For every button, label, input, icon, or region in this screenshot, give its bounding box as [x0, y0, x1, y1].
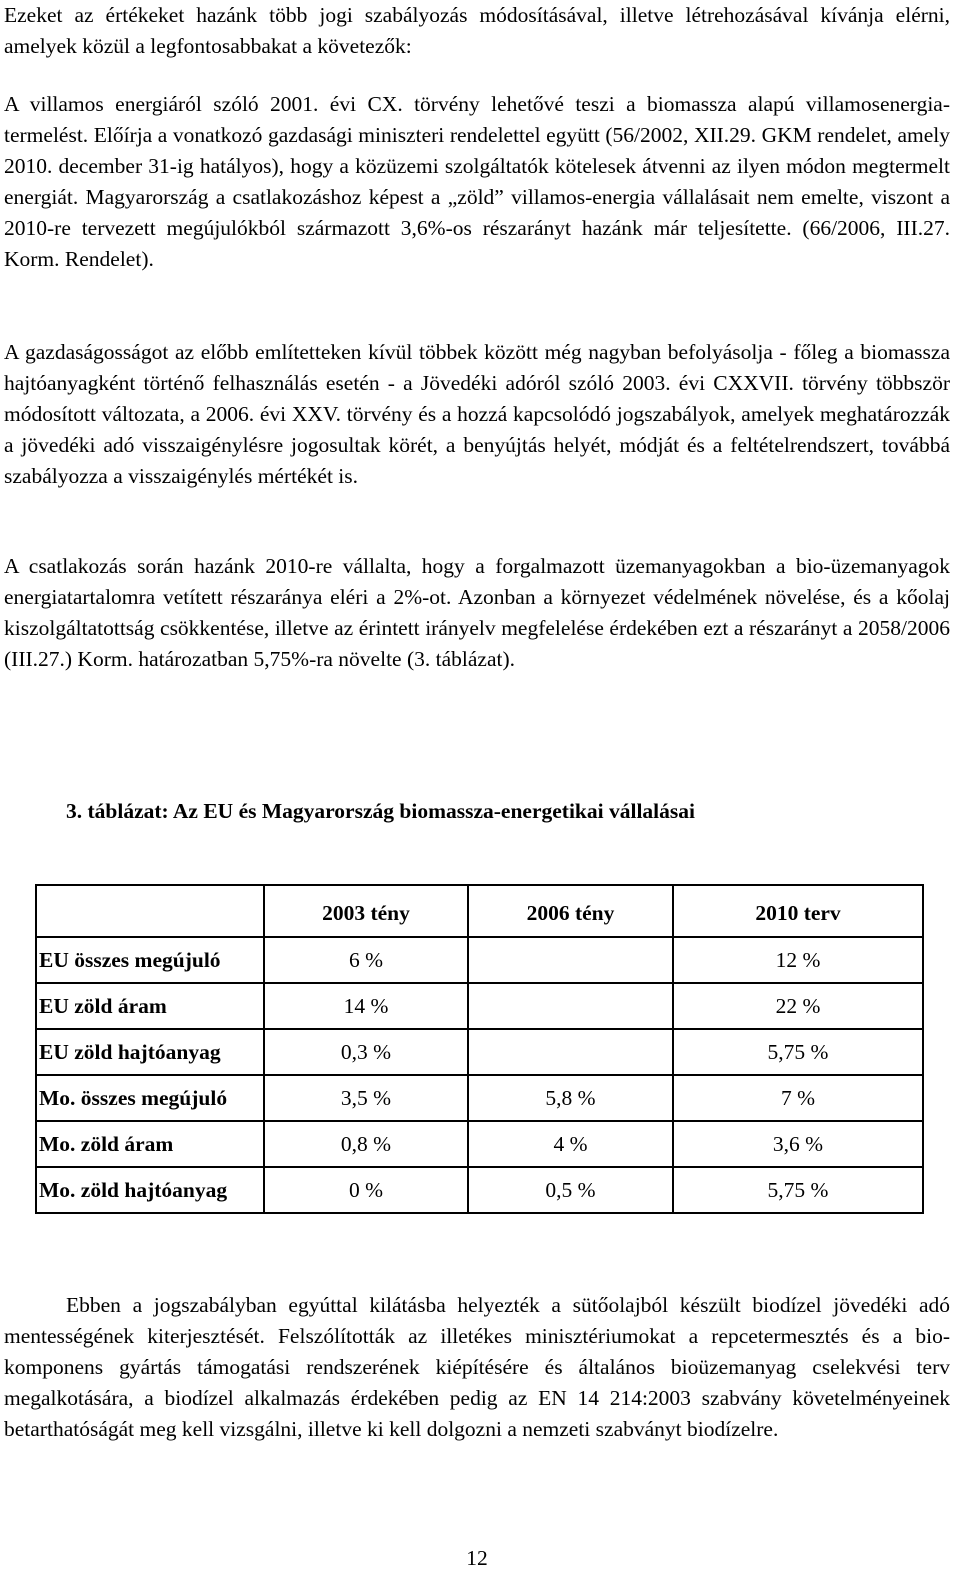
cell-2003: 0 %: [264, 1167, 468, 1213]
cell-2006: [468, 1029, 673, 1075]
row-label: EU zöld áram: [36, 983, 264, 1029]
cell-2010: 3,6 %: [673, 1121, 923, 1167]
table-row: [36, 1167, 923, 1213]
cell-2006: 5,8 %: [468, 1075, 673, 1121]
paragraph-intro: Ezeket az értékeket hazánk több jogi szabályozás módosításával, illetve létrehozásával kívánja elérni, amelyek közül a legfontosabbakat a követezők:: [4, 3, 950, 58]
row-label: EU zöld hajtóanyag: [36, 1029, 264, 1075]
page-number: 12: [466, 1546, 488, 1570]
cell-2006: [468, 937, 673, 983]
cell-2010: 5,75 %: [673, 1167, 923, 1213]
cell-2003: 0,8 %: [264, 1121, 468, 1167]
row-label: Mo. összes megújuló: [36, 1075, 264, 1121]
row-label: Mo. zöld hajtóanyag: [36, 1167, 264, 1213]
table-row: [36, 1029, 923, 1075]
table-row: [36, 983, 923, 1029]
cell-2010: 5,75 %: [673, 1029, 923, 1075]
paragraph-biofuel-commitment: A csatlakozás során hazánk 2010-re vállalta, hogy a forgalmazott üzemanyagokban a bio-üzemanyagok energiatartalomra vetített részaránya eléri a 2%-ot. Azonban a környezet védelmének növelése, és a kőolaj kiszolgáltatottság csökkentése, illetve az érintett irányelv megfelelése érdekében ezt a részarányt a 2058/2006 (III.27.) Korm. határozatban 5,75%-ra növelte (3. táblázat).: [4, 554, 950, 671]
table-header-row: [36, 885, 923, 937]
cell-2003: 0,3 %: [264, 1029, 468, 1075]
table-row: [36, 937, 923, 983]
cell-2003: 14 %: [264, 983, 468, 1029]
table-caption: 3. táblázat: Az EU és Magyarország biomassza-energetikai vállalásai: [66, 799, 695, 823]
commitments-table: [35, 884, 924, 1214]
paragraph-electricity-law: A villamos energiáról szóló 2001. évi CX. törvény lehetővé teszi a biomassza alapú villamosenergia-termelést. Előírja a vonatkozó gazdasági miniszteri rendelettel együtt (56/2002, XII.29. GKM rendelet, amely 2010. december 31-ig hatályos), hogy a közüzemi szolgáltatók kötelesek átvenni az ilyen módon megtermelt energiát. Magyarország a csatlakozáshoz képest a „zöld” villamos-energia vállalásait nem emelte, viszont a 2010-re tervezett megújulókból származott 3,6%-os részarányt hazánk már teljesítette. (66/2006, III.27. Korm. Rendelet).: [4, 92, 950, 271]
row-label: Mo. zöld áram: [36, 1121, 264, 1167]
header-cell-2003: 2003 tény: [264, 885, 468, 937]
table-row: [36, 1121, 923, 1167]
paragraph-excise-tax-law: A gazdaságosságot az előbb említetteken kívül többek között még nagyban befolyásolja - főleg a biomassza hajtóanyagként történő felhasználás esetén - a Jövedéki adóról szóló 2003. évi CXXVII. törvény többször módosított változata, a 2006. évi XXV. törvény és a hozzá kapcsolódó jogszabályok, amelyek meghatározzák a jövedéki adó visszaigénylésre jogosultak körét, a benyújtás helyét, módját és a feltételrendszert, továbbá szabályozza a visszaigénylés mértékét is.: [4, 340, 950, 488]
header-cell-2006: 2006 tény: [468, 885, 673, 937]
cell-2006: 0,5 %: [468, 1167, 673, 1213]
row-label: EU összes megújuló: [36, 937, 264, 983]
cell-2003: 3,5 %: [264, 1075, 468, 1121]
cell-2006: 4 %: [468, 1121, 673, 1167]
header-cell-2010: 2010 terv: [673, 885, 923, 937]
table-row: [36, 1075, 923, 1121]
cell-2010: 22 %: [673, 983, 923, 1029]
cell-2006: [468, 983, 673, 1029]
header-cell-empty: [36, 885, 264, 937]
cell-2010: 12 %: [673, 937, 923, 983]
cell-2010: 7 %: [673, 1075, 923, 1121]
cell-2003: 6 %: [264, 937, 468, 983]
paragraph-biodiesel: Ebben a jogszabályban egyúttal kilátásba helyezték a sütőolajból készült biodízel jövedéki adó mentességének kiterjesztését. Felszólították az illetékes minisztériumokat a repcetermesztés és a bio-komponens gyártás támogatási rendszerének kiépítésére és általános bioüzemanyag cselekvési terv megalkotására, a biodízel alkalmazás érdekében pedig az EN 14 214:2003 szabvány követelményeinek betarthatóságát meg kell vizsgálni, illetve ki kell dolgozni a nemzeti szabványt biodízelre.: [4, 1293, 950, 1441]
